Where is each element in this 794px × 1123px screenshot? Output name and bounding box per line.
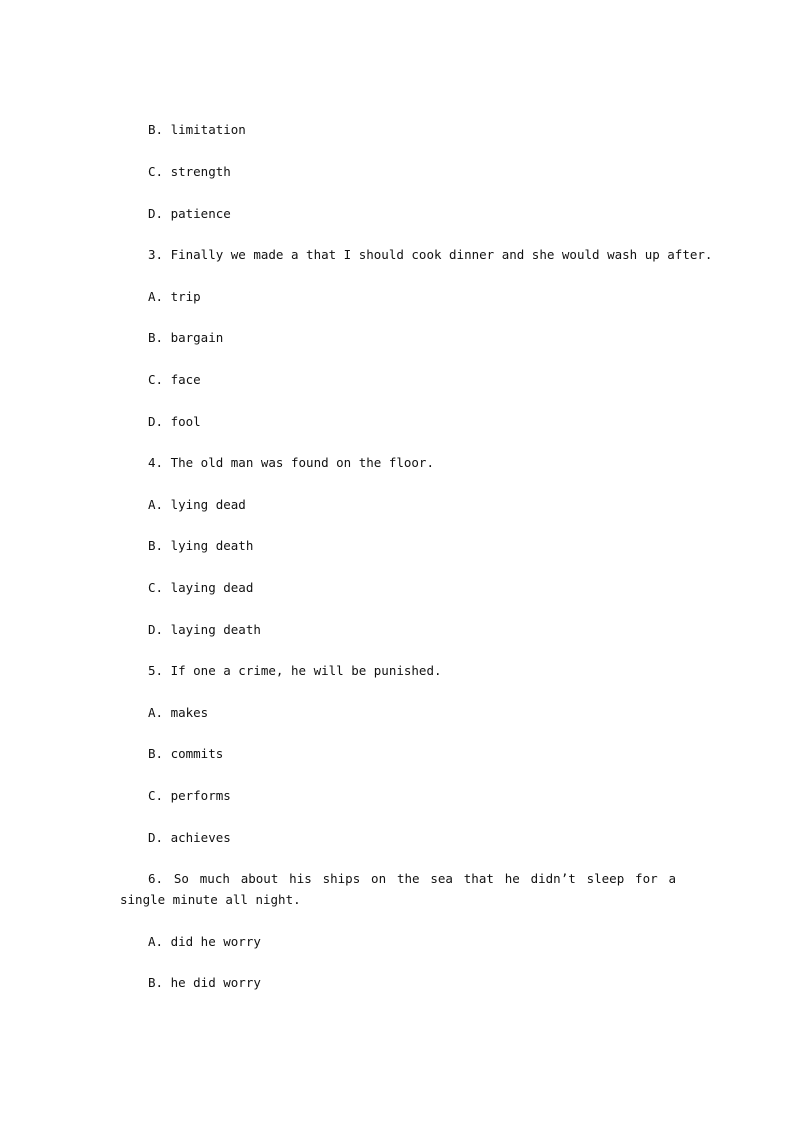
option-5c: C. performs [148, 788, 231, 803]
question-4: 4. The old man was found on the floor. [148, 455, 434, 470]
option-6a: A. did he worry [148, 934, 261, 949]
option-3a: A. trip [148, 289, 201, 304]
option-4a: A. lying dead [148, 497, 246, 512]
question-3: 3. Finally we made a that I should cook dinner and she would wash up after. [148, 247, 713, 262]
question-6: 6. So much about his ships on the sea that he didn’t sleep for a single minute all night. [120, 871, 676, 907]
option-5b: B. commits [148, 746, 224, 761]
option-2d: D. patience [148, 206, 231, 221]
option-4b: B. lying death [148, 538, 254, 553]
option-3b: B. bargain [148, 330, 224, 345]
option-2b: B. limitation [148, 122, 246, 137]
option-6b: B. he did worry [148, 975, 261, 990]
option-3d: D. fool [148, 414, 201, 429]
option-3c: C. face [148, 372, 201, 387]
option-5d: D. achieves [148, 830, 231, 845]
question-5: 5. If one a crime, he will be punished. [148, 663, 442, 678]
option-4c: C. laying dead [148, 580, 254, 595]
option-2c: C. strength [148, 164, 231, 179]
option-4d: D. laying death [148, 622, 261, 637]
option-5a: A. makes [148, 705, 209, 720]
